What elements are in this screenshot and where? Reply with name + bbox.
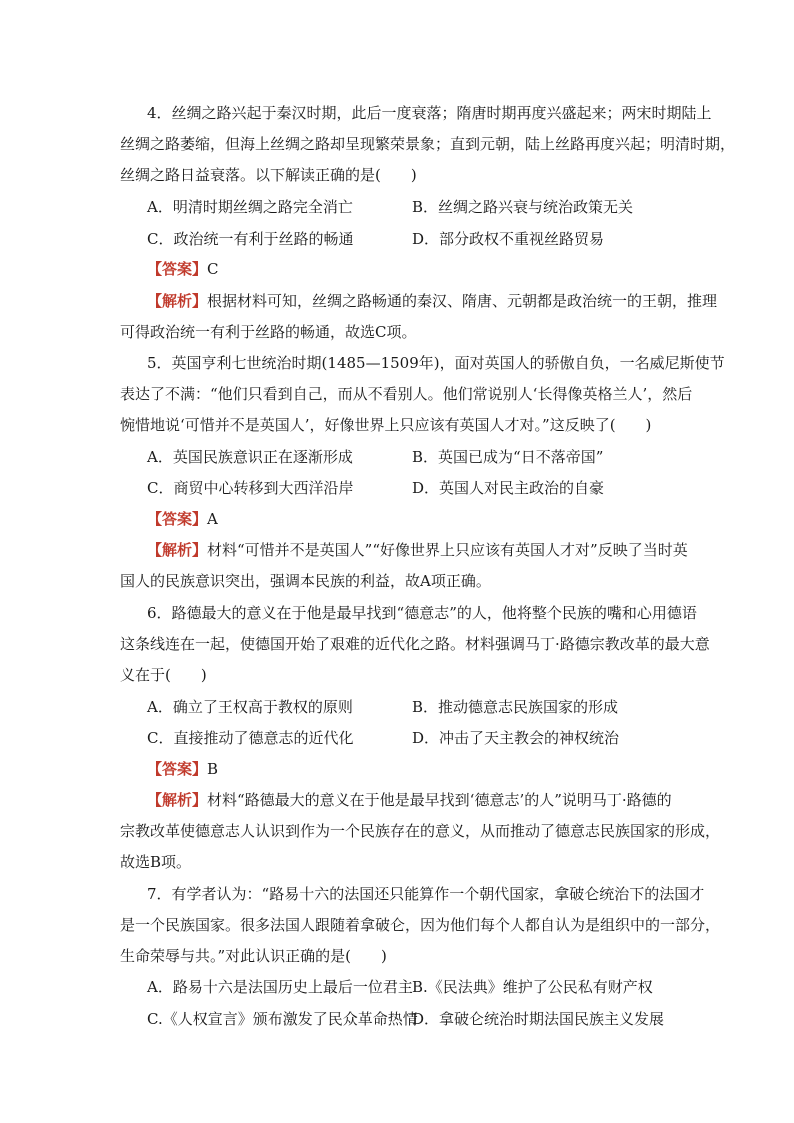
q5-analysis-line-2: 国人的民族意识突出，强调本民族的利益，故A项正确。 (120, 572, 491, 590)
q4-stem-line-1: 4．丝绸之路兴起于秦汉时期，此后一度衰落；隋唐时期再度兴盛起来；两宋时期陆上 (147, 104, 712, 122)
q4-analysis-line-2: 可得政治统一有利于丝路的畅通，故选C项。 (120, 323, 417, 341)
q4-option-a: A．明清时期丝绸之路完全消亡 (147, 198, 353, 216)
q6-stem-line-1: 6．路德最大的意义在于他是最早找到“德意志”的人，他将整个民族的嘴和心用德语 (147, 604, 697, 622)
analysis-tag: 【解析】 (147, 791, 208, 809)
q6-analysis-line-2: 宗教改革使德意志人认识到作为一个民族存在的意义，从而推动了德意志民族国家的形成， (120, 822, 721, 840)
q7-option-b: B.《民法典》维护了公民私有财产权 (412, 978, 653, 996)
q6-stem-line-2: 这条线连在一起，使德国开始了艰难的近代化之路。材料强调马丁·路德宗教改革的最大意 (120, 635, 710, 653)
q6-answer (147, 759, 218, 779)
answer-tag: 【答案】 (147, 510, 208, 528)
analysis-text: 材料“路德最大的意义在于他是最早找到‘德意志’的人”说明马丁·路德的 (207, 791, 672, 809)
q7-stem-line-1: 7．有学者认为：“路易十六的法国还只能算作一个朝代国家，拿破仑统治下的法国才 (147, 885, 705, 903)
q5-option-d: D．英国人对民主政治的自豪 (412, 479, 605, 497)
q5-option-a: A．英国民族意识正在逐渐形成 (147, 448, 353, 466)
q5-option-c: C．商贸中心转移到大西洋沿岸 (147, 479, 354, 497)
q7-stem-line-3: 生命荣辱与共。”对此认识正确的是( ) (120, 947, 387, 965)
analysis-tag: 【解析】 (147, 292, 208, 310)
q6-option-a: A．确立了王权高于教权的原则 (147, 698, 353, 716)
q6-option-d: D．冲击了天主教会的神权统治 (412, 729, 620, 747)
q6-analysis-line-3: 故选B项。 (120, 853, 192, 871)
q4-option-b: B．丝绸之路兴衰与统治政策无关 (412, 198, 634, 216)
analysis-tag: 【解析】 (147, 541, 208, 559)
q4-option-d: D．部分政权不重视丝路贸易 (412, 230, 605, 248)
analysis-text: 材料“可惜并不是英国人”“好像世界上只应该有英国人才对”反映了当时英 (207, 541, 688, 559)
answer-value: B (207, 760, 219, 778)
q5-answer (147, 509, 218, 529)
q5-option-b: B．英国已成为“日不落帝国” (412, 448, 604, 466)
q7-option-d: D．拿破仑统治时期法国民族主义发展 (412, 1010, 665, 1028)
answer-tag: 【答案】 (147, 760, 208, 778)
q4-analysis-line-1 (147, 291, 717, 311)
q4-stem-line-2: 丝绸之路萎缩，但海上丝绸之路却呈现繁荣景象；直到元朝，陆上丝路再度兴起；明清时期， (120, 135, 736, 153)
q7-option-a: A．路易十六是法国历史上最后一位君主 (147, 978, 413, 996)
answer-value: A (207, 510, 218, 528)
q6-option-c: C．直接推动了德意志的近代化 (147, 729, 354, 747)
q6-analysis-line-1 (147, 790, 672, 810)
q6-stem-line-3: 义在于( ) (120, 666, 207, 684)
q5-stem-line-1: 5．英国亨利七世统治时期(1485—1509年)，面对英国人的骄傲自负，一名威尼斯使节 (147, 354, 725, 372)
q7-option-c: C.《人权宣言》颁布激发了民众革命热情 (147, 1010, 418, 1028)
q7-stem-line-2: 是一个民族国家。很多法国人跟随着拿破仑，因为他们每个人都自认为是组织中的一部分， (120, 916, 721, 934)
q5-stem-line-2: 表达了不满：“他们只看到自己，而从不看别人。他们常说别人‘长得像英格兰人’，然后 (120, 385, 693, 403)
q5-analysis-line-1 (147, 540, 688, 560)
q4-stem-line-3: 丝绸之路日益衰落。以下解读正确的是( ) (120, 166, 417, 184)
answer-tag: 【答案】 (147, 260, 208, 278)
q4-option-c: C．政治统一有利于丝路的畅通 (147, 230, 354, 248)
answer-value: C (207, 260, 219, 278)
analysis-text: 根据材料可知，丝绸之路畅通的秦汉、隋唐、元朝都是政治统一的王朝，推理 (207, 292, 718, 310)
q6-option-b: B．推动德意志民族国家的形成 (412, 698, 619, 716)
q5-stem-line-3: 惋惜地说‘可惜并不是英国人’，好像世界上只应该有英国人才对。”这反映了( ) (120, 416, 652, 434)
q4-answer (147, 259, 219, 279)
